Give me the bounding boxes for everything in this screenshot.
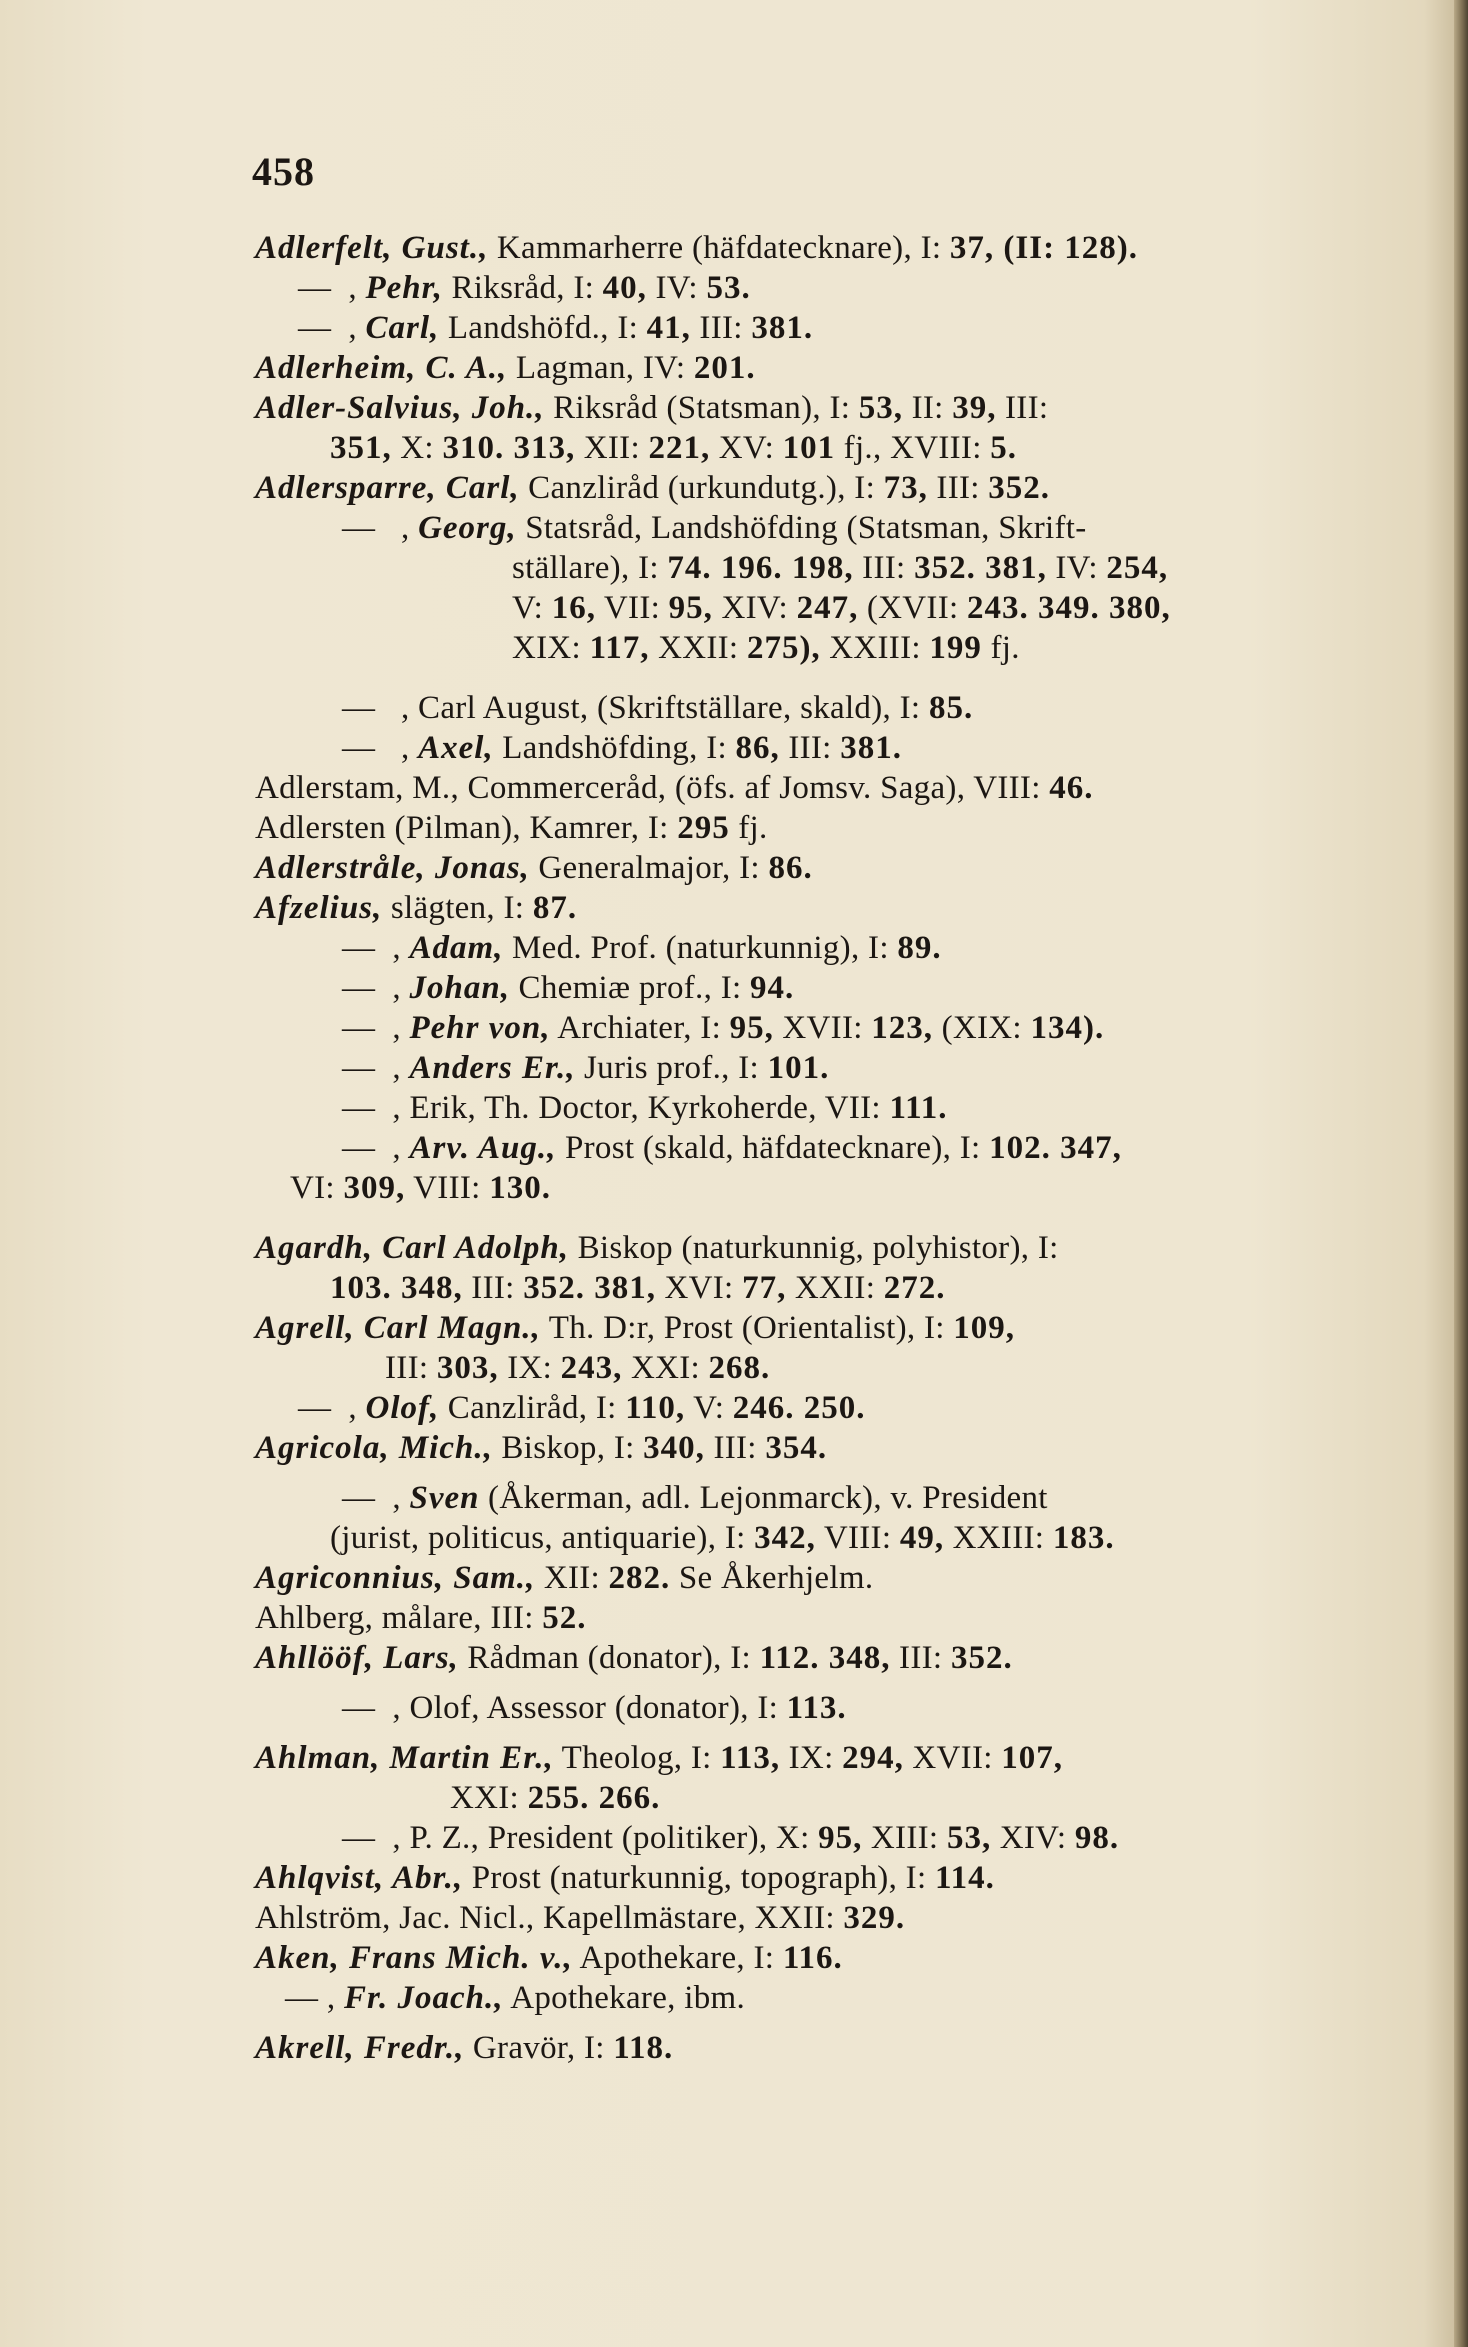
index-line: Ahlström, Jac. Nicl., Kapellmästare, XXII: 329. — [255, 1900, 906, 1936]
index-line: III: 303, IX: 243, XXI: 268. — [385, 1350, 771, 1386]
index-line: Adlerheim, C. A., Lagman, IV: 201. — [255, 350, 756, 386]
page-number: 458 — [252, 149, 315, 194]
index-line: Agriconnius, Sam., XII: 282. Se Åkerhjelm. — [255, 1560, 874, 1596]
index-line: 103. 348, III: 352. 381, XVI: 77, XXII: 272. — [330, 1270, 946, 1306]
index-line: XXI: 255. 266. — [450, 1780, 661, 1816]
index-line: Ahlberg, målare, III: 52. — [255, 1600, 587, 1636]
index-line: — , Pehr von, Archiater, I: 95, XVII: 123, (XIX: 134). — [342, 1010, 1105, 1046]
index-line: — , Erik, Th. Doctor, Kyrkoherde, VII: 111. — [342, 1090, 948, 1126]
index-line: V: 16, VII: 95, XIV: 247, (XVII: 243. 349. 380, — [512, 590, 1171, 626]
index-line: — , Adam, Med. Prof. (naturkunnig), I: 89. — [342, 930, 942, 966]
index-line: Agardh, Carl Adolph, Biskop (naturkunnig, polyhistor), I: — [255, 1230, 1059, 1266]
index-line: Adlerfelt, Gust., Kammarherre (häfdatecknare), I: 37, (II: 128). — [255, 230, 1139, 266]
index-line: ställare), I: 74. 196. 198, III: 352. 381, IV: 254, — [512, 550, 1169, 586]
index-line: Ahlman, Martin Er., Theolog, I: 113, IX: 294, XVII: 107, — [255, 1740, 1064, 1776]
index-line: — , Georg, Statsråd, Landshöfding (Statsman, Skrift- — [342, 510, 1087, 546]
index-line: Ahllööf, Lars, Rådman (donator), I: 112. 348, III: 352. — [255, 1640, 1013, 1676]
index-line: Afzelius, slägten, I: 87. — [255, 890, 578, 926]
index-line: Agrell, Carl Magn., Th. D:r, Prost (Orientalist), I: 109, — [255, 1310, 1016, 1346]
index-line: — , Fr. Joach., Apothekare, ibm. — [285, 1980, 746, 2016]
index-line: VI: 309, VIII: 130. — [290, 1170, 551, 1206]
index-line: Adlersparre, Carl, Canzliråd (urkundutg.), I: 73, III: 352. — [255, 470, 1051, 506]
index-line: — , P. Z., President (politiker), X: 95, XIII: 53, XIV: 98. — [342, 1820, 1120, 1856]
index-line: 351, X: 310. 313, XII: 221, XV: 101 fj., XVIII: 5. — [330, 430, 1017, 466]
index-line: Adlerstam, M., Commerceråd, (öfs. af Jomsv. Saga), VIII: 46. — [255, 770, 1094, 806]
index-line: — , Johan, Chemiæ prof., I: 94. — [342, 970, 795, 1006]
index-line: — , Olof, Assessor (donator), I: 113. — [342, 1690, 847, 1726]
index-line: — , Arv. Aug., Prost (skald, häfdatecknare), I: 102. 347, — [342, 1130, 1122, 1166]
index-line: XIX: 117, XXII: 275), XXIII: 199 fj. — [512, 630, 1020, 666]
index-line: Agricola, Mich., Biskop, I: 340, III: 354. — [255, 1430, 828, 1466]
index-line: Adler-Salvius, Joh., Riksråd (Statsman), I: 53, II: 39, III: — [255, 390, 1049, 426]
index-line: — , Carl, Landshöfd., I: 41, III: 381. — [298, 310, 814, 346]
index-line: — , Carl August, (Skriftställare, skald), I: 85. — [342, 690, 974, 726]
index-line: Adlersten (Pilman), Kamrer, I: 295 fj. — [255, 810, 768, 846]
index-line: — , Sven (Åkerman, adl. Lejonmarck), v. President — [342, 1480, 1048, 1516]
index-line: Ahlqvist, Abr., Prost (naturkunnig, topograph), I: 114. — [255, 1860, 995, 1896]
index-line: Adlerstråle, Jonas, Generalmajor, I: 86. — [255, 850, 813, 886]
index-line: — , Axel, Landshöfding, I: 86, III: 381. — [342, 730, 902, 766]
index-line: Aken, Frans Mich. v., Apothekare, I: 116. — [255, 1940, 843, 1976]
index-line: — , Olof, Canzliråd, I: 110, V: 246. 250. — [298, 1390, 866, 1426]
index-line: — , Anders Er., Juris prof., I: 101. — [342, 1050, 830, 1086]
index-line: — , Pehr, Riksråd, I: 40, IV: 53. — [298, 270, 751, 306]
index-line: (jurist, politicus, antiquarie), I: 342, VIII: 49, XXIII: 183. — [330, 1520, 1115, 1556]
index-line: Akrell, Fredr., Gravör, I: 118. — [255, 2030, 674, 2066]
